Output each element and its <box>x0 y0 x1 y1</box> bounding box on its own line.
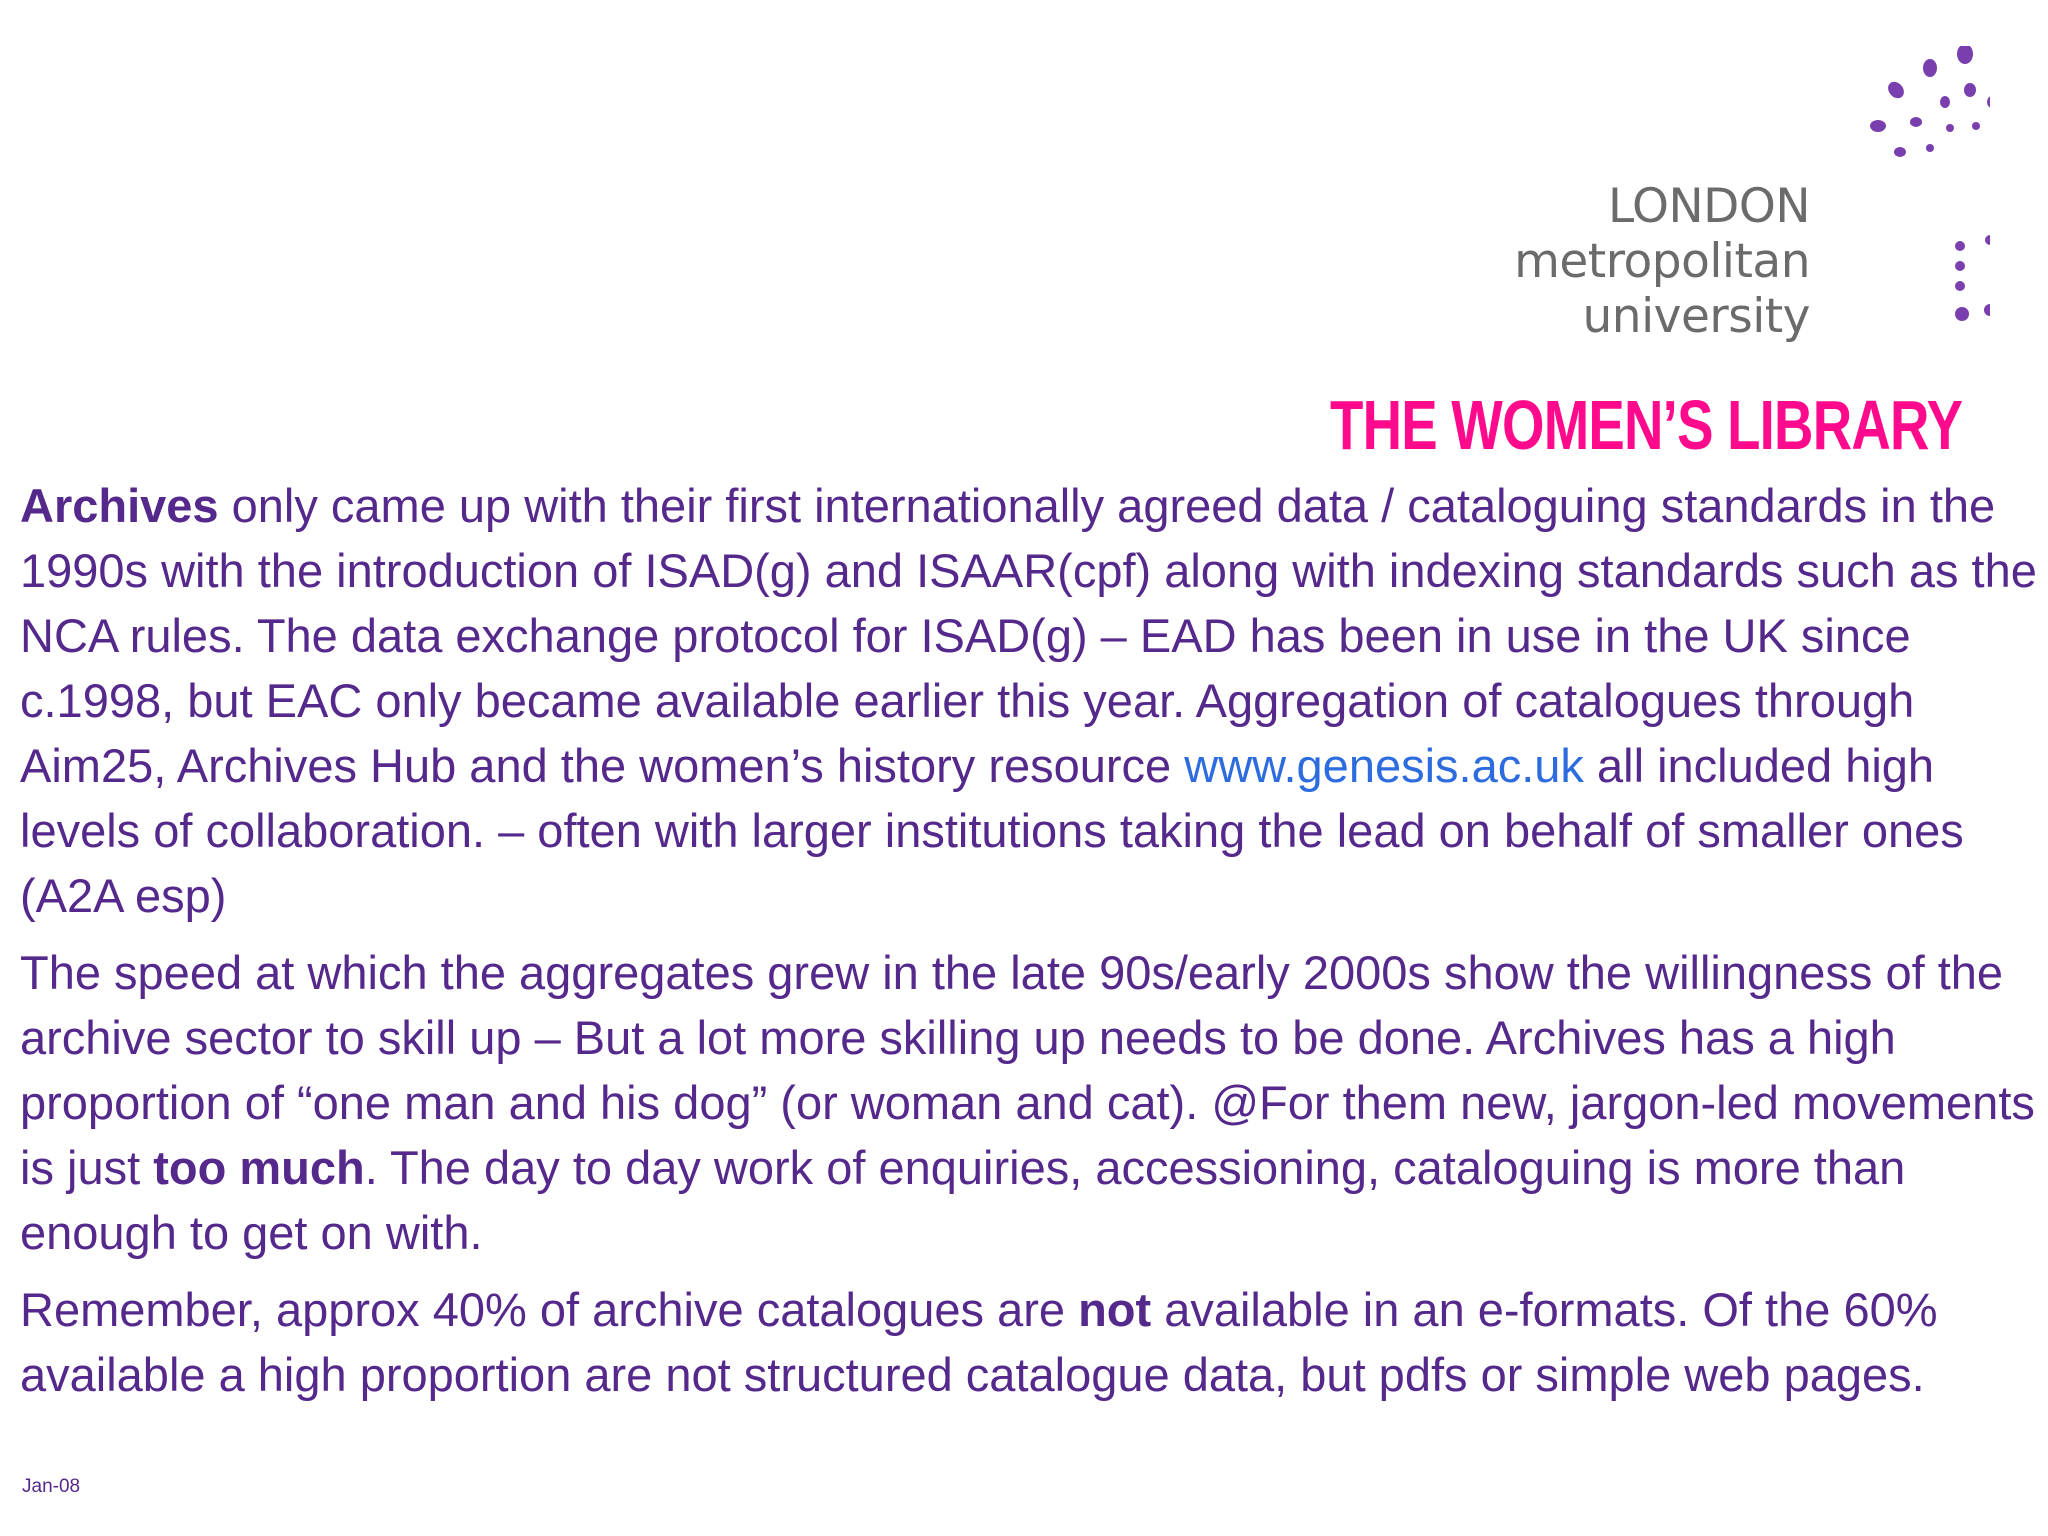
paragraph-catalogues-percentage <box>20 1277 2040 1407</box>
paragraph-text: only came up with their first internationally agreed data / cataloguing standards in the 1990s with the introduction of ISAD(g) and ISAAR(cpf) along with indexing standards such as the NCA rules. The data exchange protocol for ISAD(g) – EAD has been in use in the UK since c.1998, but EAC only became available earlier this year. Aggregation of catalogues through Aim25, Archives Hub and the women’s history resource <box>20 479 2037 792</box>
womens-library-logo: THE WOMEN’S LIBRARY <box>1330 386 1963 464</box>
bold-not: not <box>1078 1283 1152 1336</box>
logo-line-metropolitan: metropolitan <box>1514 234 1810 289</box>
bold-archives: Archives <box>20 479 219 532</box>
paragraph-archives-standards <box>20 473 2040 928</box>
london-metropolitan-university-logo <box>1514 46 1990 346</box>
paragraph-text: all included high levels of collaboration. – often with larger institutions taking the lead on behalf of smaller ones (A2A esp) <box>20 739 1964 922</box>
paragraph-aggregates-speed <box>20 940 2040 1265</box>
paragraph-text: The speed at which the aggregates grew in the late 90s/early 2000s show the willingness of the archive sector to skill up – But a lot more skilling up needs to be done. Archives has a high proportion of “one man and his dog” (or woman and cat). @For them new, jargon-led movements is just <box>20 946 2035 1194</box>
slide-body <box>20 473 2040 1419</box>
paragraph-text: available in an e-formats. Of the 60% available a high proportion are not structured catalogue data, but pdfs or simple web pages. <box>20 1283 1938 1401</box>
paragraph-text: Remember, approx 40% of archive catalogues are <box>20 1283 1079 1336</box>
logo-dots-icon <box>1660 46 1990 346</box>
paragraph-text: . The day to day work of enquiries, accessioning, cataloguing is more than enough to get on with. <box>20 1141 1906 1259</box>
logo-line-london: LONDON <box>1607 179 1810 234</box>
bold-too-much: too much <box>153 1141 365 1194</box>
genesis-link[interactable]: www.genesis.ac.uk <box>1184 739 1584 792</box>
logo-line-university: university <box>1582 289 1810 344</box>
footer-date: Jan-08 <box>22 1476 81 1497</box>
